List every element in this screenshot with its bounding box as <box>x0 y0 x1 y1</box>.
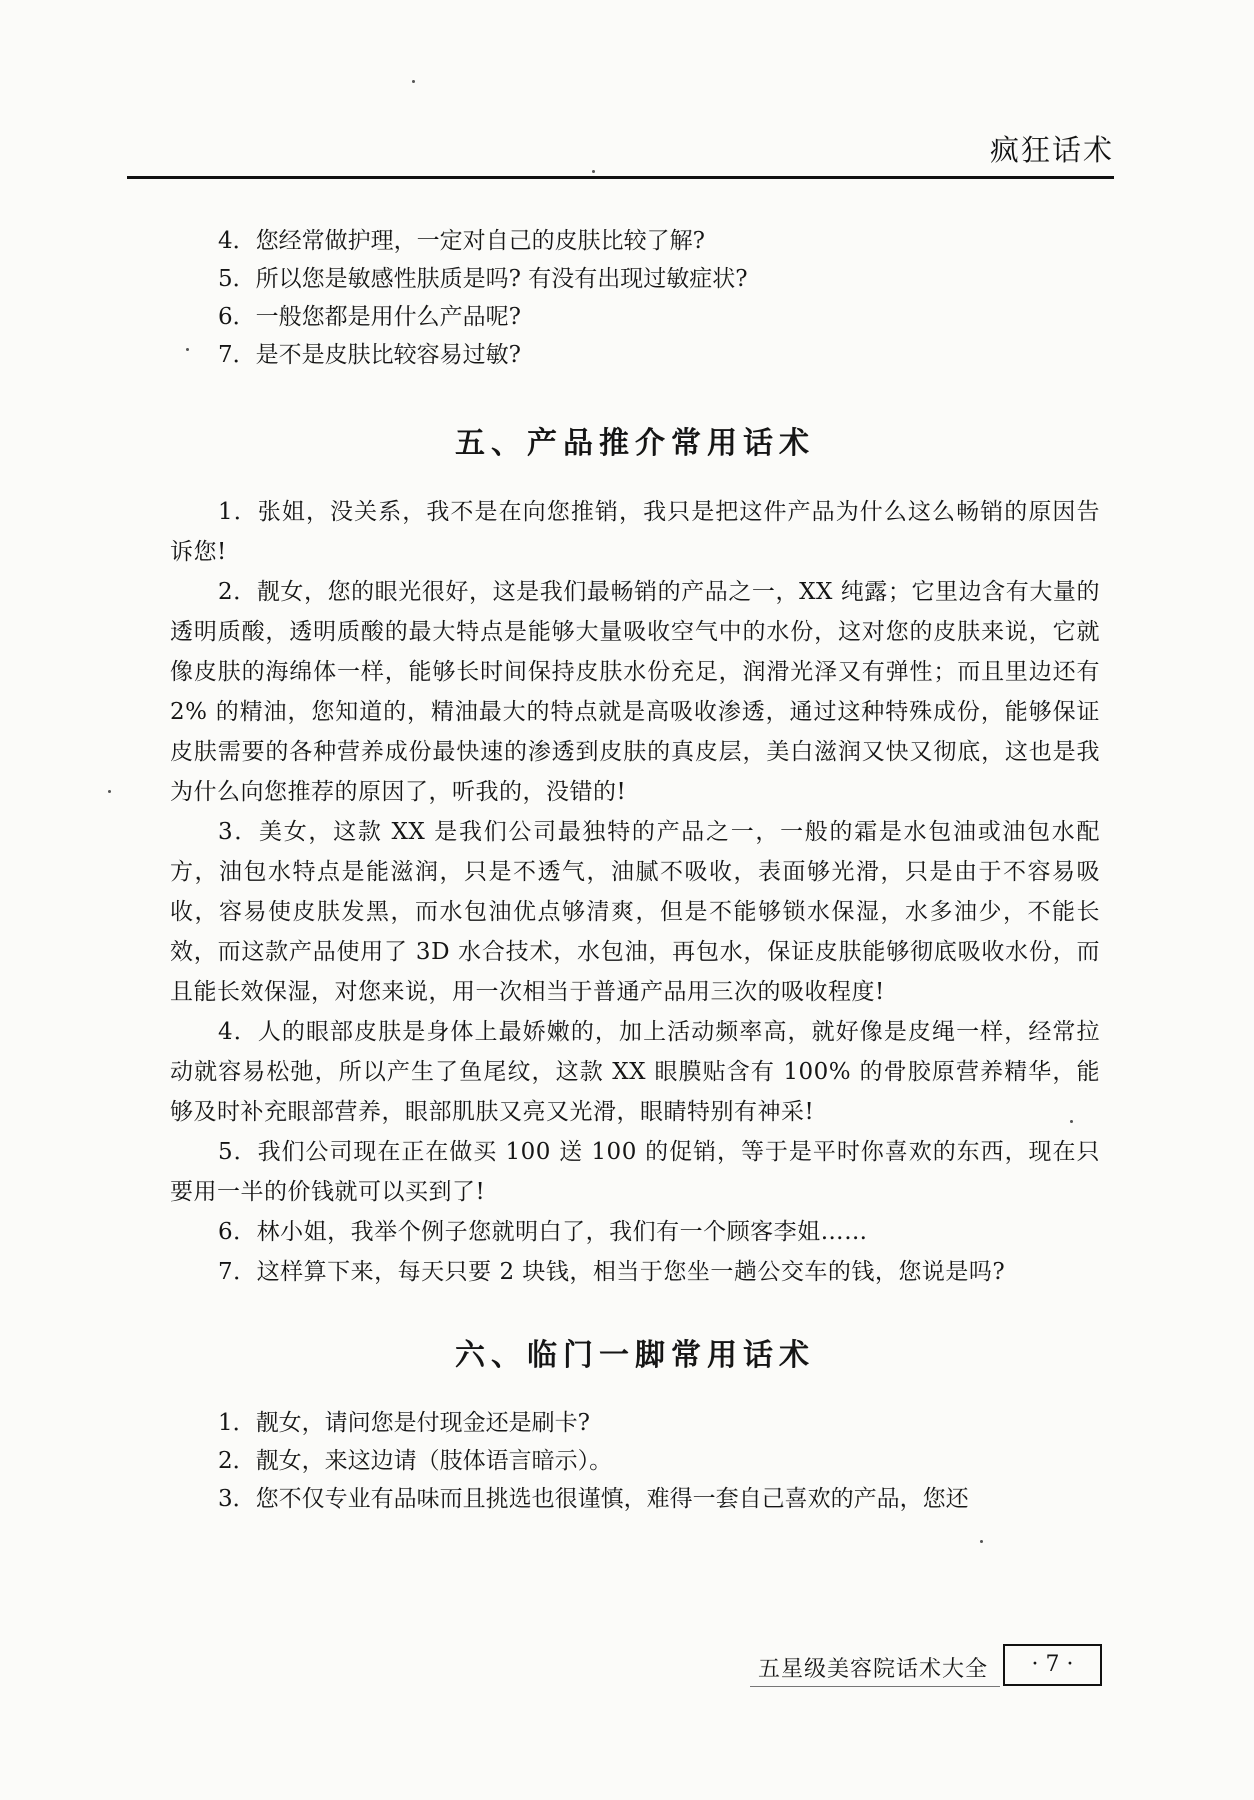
scan-speck <box>980 1540 983 1543</box>
paragraph: 3．美女，这款 XX 是我们公司最独特的产品之一，一般的霜是水包油或油包水配方，油包水特点是能滋润，只是不透气，油腻不吸收，表面够光滑，只是由于不容易吸收，容易使皮肤发黑，而水包油优点够清爽，但是不能够锁水保湿，水多油少，不能长效，而这款产品使用了 3D 水合技术，水包油，再包水，保证皮肤能够彻底吸收水份，而且能长效保湿，对您来说，用一次相当于普通产品用三次的吸收程度! <box>170 819 1100 1005</box>
scan-speck <box>108 790 111 793</box>
page-number: · 7 · <box>1003 1644 1102 1686</box>
paragraph: 7．这样算下来，每天只要 2 块钱，相当于您坐一趟公交车的钱，您说是吗? <box>218 1259 1006 1285</box>
list-item: 6．一般您都是用什么产品呢? <box>218 304 521 330</box>
page-body <box>170 222 1100 1518</box>
section-heading: 五、产品推介常用话术 <box>455 426 815 461</box>
header-rule <box>127 176 1114 179</box>
paragraph: 6．林小姐，我举个例子您就明白了，我们有一个顾客李姐…… <box>218 1219 868 1245</box>
footer-rule <box>750 1686 1000 1687</box>
paragraph: 2．靓女，您的眼光很好，这是我们最畅销的产品之一，XX 纯露；它里边含有大量的透明质酸，透明质酸的最大特点是能够大量吸收空气中的水份，这对您的皮肤来说，它就像皮肤的海绵体一样，能够长时间保持皮肤水份充足，润滑光泽又有弹性；而且里边还有 2% 的精油，您知道的，精油最大的特点就是高吸收渗透，通过这种特殊成份，能够保证皮肤需要的各种营养成份最快速的渗透到皮肤的真皮层，美白滋润又快又彻底，这也是我为什么向您推荐的原因了，听我的，没错的! <box>170 579 1100 805</box>
header-title: 疯狂话术 <box>989 133 1114 167</box>
scan-speck <box>412 80 415 83</box>
paragraph: 5．我们公司现在正在做买 100 送 100 的促销，等于是平时你喜欢的东西，现在只要用一半的价钱就可以买到了! <box>170 1139 1100 1205</box>
scan-speck <box>186 348 189 351</box>
footer-book-title: 五星级美容院话术大全 <box>758 1657 989 1682</box>
scan-speck <box>1070 1120 1073 1123</box>
list-item: 2．靓女，来这边请（肢体语言暗示）。 <box>218 1448 613 1474</box>
list-item: 7．是不是皮肤比较容易过敏? <box>218 342 521 368</box>
section-heading: 六、临门一脚常用话术 <box>455 1338 815 1373</box>
list-item: 4．您经常做护理，一定对自己的皮肤比较了解? <box>218 228 705 254</box>
paragraph: 4．人的眼部皮肤是身体上最娇嫩的，加上活动频率高，就好像是皮绳一样，经常拉动就容易松弛，所以产生了鱼尾纹，这款 XX 眼膜贴含有 100% 的骨胶原营养精华，能够及时补充眼部营养，眼部肌肤又亮又光滑，眼睛特别有神采! <box>170 1019 1100 1125</box>
list-item: 5．所以您是敏感性肤质是吗? 有没有出现过敏症状? <box>218 266 748 292</box>
list-item: 1．靓女，请问您是付现金还是刷卡? <box>218 1410 590 1436</box>
scan-speck <box>592 170 595 173</box>
paragraph: 1．张姐，没关系，我不是在向您推销，我只是把这件产品为什么这么畅销的原因告诉您! <box>170 499 1100 565</box>
list-item: 3．您不仅专业有品味而且挑选也很谨慎，难得一套自己喜欢的产品，您还 <box>218 1486 969 1512</box>
